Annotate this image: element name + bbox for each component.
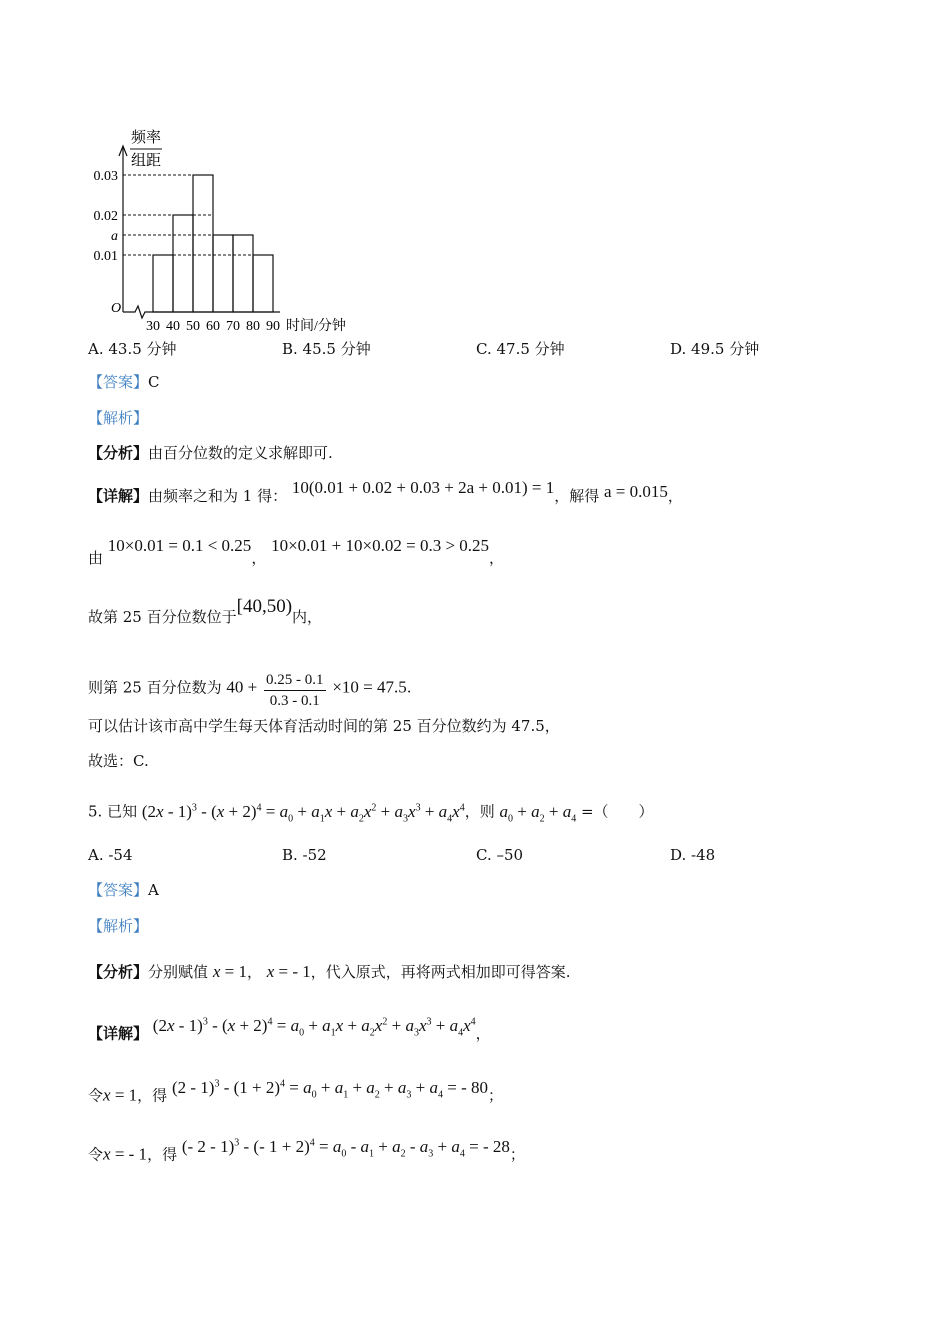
histogram-bar <box>233 235 253 312</box>
q4-xiangjie: 【详解】由频率之和为 1 得： 10(0.01 + 0.02 + 0.03 + 2a + 0.01) = 1，解得 a = 0.015， <box>88 478 683 505</box>
q5-xiangjie: 【详解】 $(2x - 1)^3 - (x + 2)^4 = a_0 + a_1x + a_2x^2 + a_3x^3 + a_4x^4$， <box>88 1015 491 1043</box>
q5-ling-1: 令x = 1，得 $(2 - 1)^3 - (1 + 2)^4 = a_0 + a_1 + a_2 + a_3 + a_4$ = - 80； <box>88 1077 503 1105</box>
x-tick-label: 30 <box>146 319 160 334</box>
q4-ineq-2: 10×0.01 + 10×0.02 = 0.3 > 0.25 <box>271 536 490 555</box>
q5-jiexi-heading: 【解析】 <box>88 917 149 935</box>
y-tick-label: 0.02 <box>93 209 118 224</box>
y-tick-label: a <box>111 229 118 244</box>
q4-interval: [40,50) <box>236 596 293 617</box>
origin-label: O <box>111 301 122 316</box>
q4-gu-line: 故第 25 百分位数位于[40,50)内， <box>88 596 323 626</box>
q4-ineq-1: 10×0.01 = 0.1 < 0.25 <box>107 536 252 555</box>
q4-a-value: a = 0.015 <box>604 482 668 501</box>
y-label-bottom: 组距 <box>131 153 162 169</box>
y-label-top: 频率 <box>131 130 162 146</box>
histogram-bar <box>193 175 213 312</box>
q5-option-a: A. -54 <box>88 846 133 864</box>
q5-option-d: D. -48 <box>670 846 716 864</box>
histogram-bar <box>253 255 273 312</box>
x-tick-label: 50 <box>186 319 200 334</box>
q4-option-a: A. 43.5 分钟 <box>88 340 177 358</box>
q4-fenxi: 【分析】由百分位数的定义求解即可. <box>88 444 333 462</box>
q4-sum-equation: 10(0.01 + 0.02 + 0.03 + 2a + 0.01) = 1 <box>291 478 555 497</box>
q4-guxuan: 故选：C. <box>88 752 149 770</box>
x-tick-label: 80 <box>246 319 260 334</box>
x-tick-label: 60 <box>206 319 220 334</box>
y-tick-label: 0.01 <box>93 249 118 264</box>
histogram-bar <box>213 235 233 312</box>
q4-option-b: B. 45.5 分钟 <box>282 340 371 358</box>
q4-you-line: 由 10×0.01 = 0.1 < 0.25， 10×0.01 + 10×0.02 = 0.3 > 0.25， <box>88 536 505 567</box>
q4-answer: 【答案】C <box>88 373 160 391</box>
q4-option-c: C. 47.5 分钟 <box>476 340 565 358</box>
q4-option-d: D. 49.5 分钟 <box>670 340 760 358</box>
q5-option-b: B. -52 <box>282 846 327 864</box>
histogram-chart <box>80 120 380 334</box>
histogram-bar <box>173 215 193 312</box>
q5-fenxi: 【分析】分别赋值 x = 1， x = - 1，代入原式，再将两式相加即可得答案. <box>88 962 571 981</box>
q5-ling-2: 令x = - 1，得 (- 2 - 1)$^3$ - (- $1 + 2)^4 = a_0 - a_1 + a_2 - a_3 + a_4$ = - 28； <box>88 1136 525 1164</box>
q4-estimate: 可以估计该市高中学生每天体育活动时间的第 25 百分位数约为 47.5， <box>88 717 560 735</box>
x-axis-label: 时间/分钟 <box>286 319 346 334</box>
y-tick-label: 0.03 <box>93 169 118 184</box>
histogram-bar <box>153 255 173 312</box>
x-tick-label: 40 <box>166 319 180 334</box>
q5-option-c: C. –50 <box>476 846 524 864</box>
q4-ze-line: 则第 25 百分位数为 40 + $\frac{0.25 - 0.1}{0.3 - 0.1}$ ×10 = 47.5. <box>88 672 412 709</box>
q5-answer: 【答案】A <box>88 881 159 899</box>
q5-stem: 5. 已知 $(2x - 1)^3 - (x + 2)^4 = a_0 + a_1x + a_2x^2 + a_3x^3 + a_4x^4$，则 $a_0 + a_2 + a_4$ =（ ） <box>88 801 654 825</box>
x-tick-label: 90 <box>266 319 280 334</box>
x-tick-label: 70 <box>226 319 240 334</box>
q4-jiexi-heading: 【解析】 <box>88 409 149 427</box>
